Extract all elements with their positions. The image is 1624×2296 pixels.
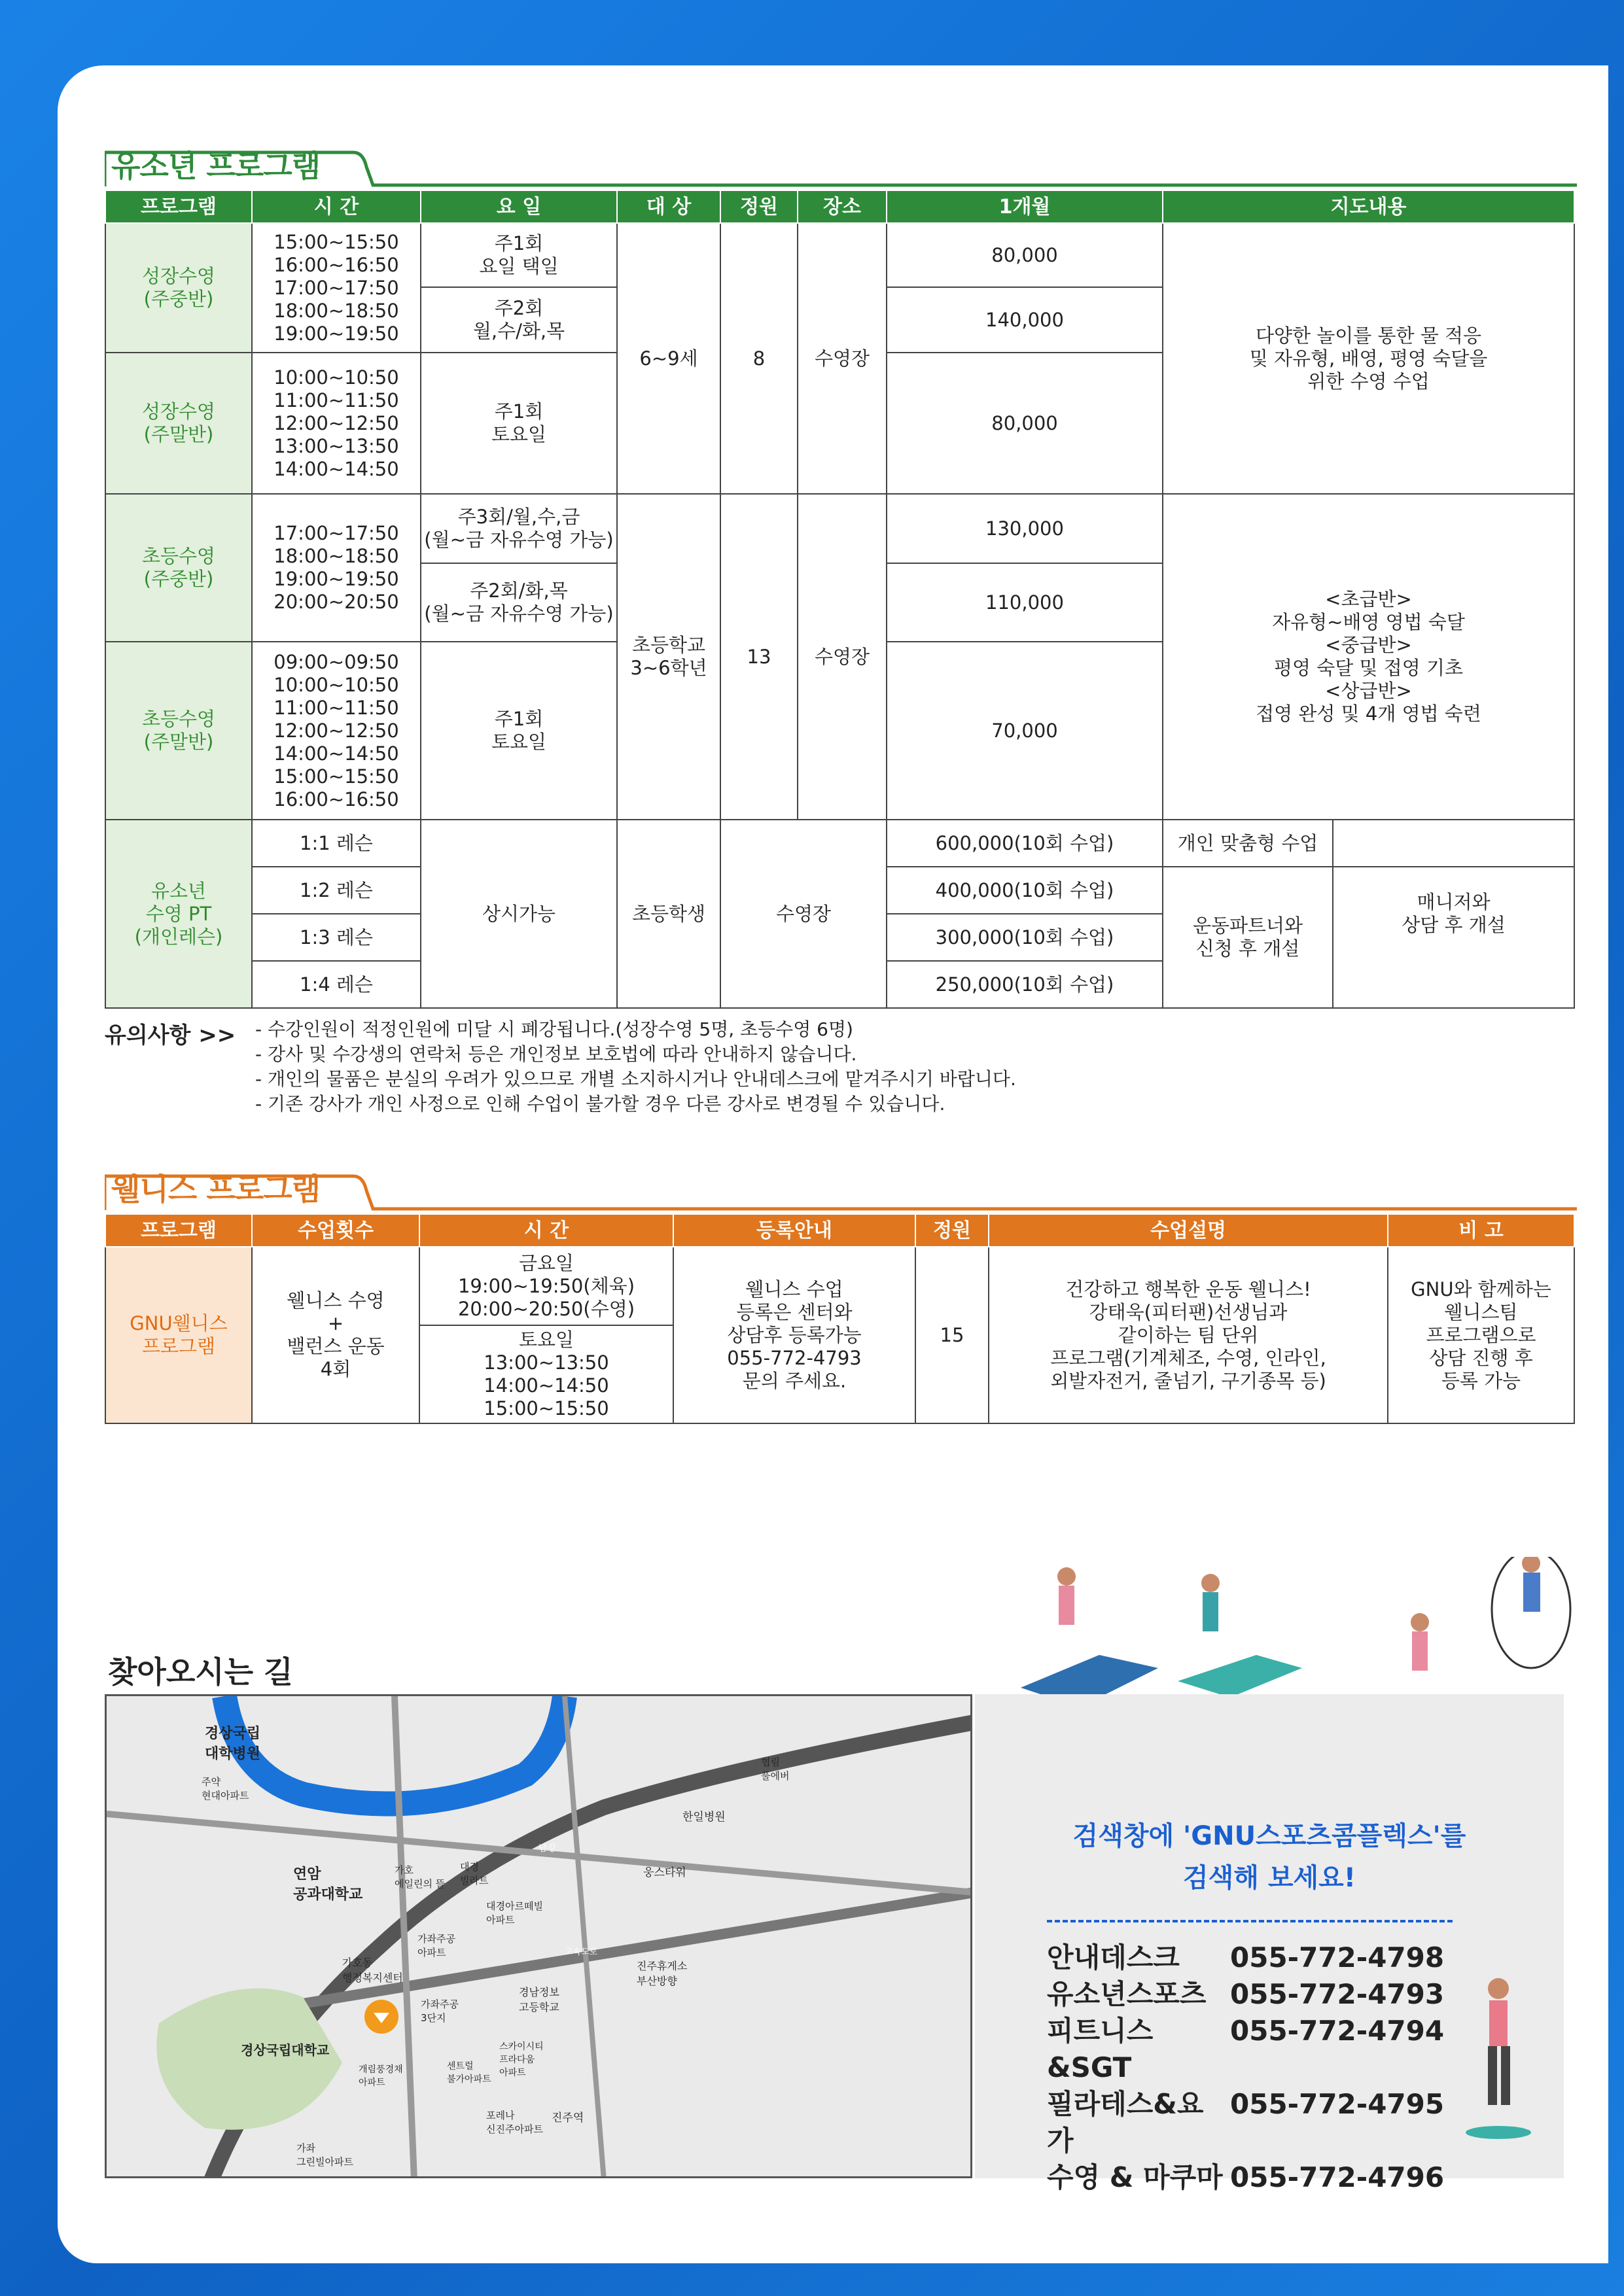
pt-lesson-4: 1:4 레슨 — [252, 961, 421, 1008]
wellness-register: 웰니스 수업 등록은 센터와 상담후 등록가능 055-772-4793 문의 주세요. — [673, 1247, 915, 1423]
elem-weekday-day1: 주3회/월,수,금 (월~금 자유수영 가능) — [421, 494, 617, 563]
contact-label: 안내데스크 — [1047, 1941, 1180, 1974]
growth-weekend-fee: 80,000 — [887, 353, 1163, 494]
contact-phone: 055-772-4793 — [1230, 1978, 1445, 2010]
contact-row — [1047, 2086, 1444, 2159]
col-time: 시 간 — [252, 190, 421, 223]
directions-title: 찾아오시는 길 — [108, 1654, 293, 1690]
growth-weekend-name: 성장수영 (주말반) — [105, 353, 252, 494]
col-fee: 1개월 — [887, 190, 1163, 223]
col-desc: 수업설명 — [989, 1214, 1388, 1247]
elem-weekend-day: 주1회 토요일 — [421, 642, 617, 820]
map-label: 웅스타워 — [643, 1866, 686, 1879]
pt-fee-3: 300,000(10회 수업) — [887, 914, 1163, 961]
note-item: - 기존 강사가 개인 사정으로 인해 수업이 불가할 경우 다른 강사로 변경될 수 있습니다. — [255, 1093, 945, 1115]
elem-target: 초등학교 3~6학년 — [617, 494, 720, 820]
wellness-title: 웰니스 프로그램 — [111, 1172, 321, 1207]
notes-list — [255, 1017, 1016, 1117]
contact-phone: 055-772-4795 — [1230, 2088, 1445, 2120]
growth-weekday-name: 성장수영 (주중반) — [105, 223, 252, 353]
growth-weekday-fee2: 140,000 — [887, 287, 1163, 353]
map-label: 진주역 — [552, 2112, 584, 2125]
col-place: 장소 — [798, 190, 887, 223]
map-label: 경상국립대학교 — [241, 2042, 330, 2058]
wellness-table — [105, 1213, 1575, 1424]
wellness-count: 웰니스 수영 + 밸런스 운동 4회 — [252, 1247, 419, 1423]
col-capacity: 정원 — [915, 1214, 989, 1247]
map-label: 연암 공과대학교 — [293, 1866, 363, 1903]
notes-title: 유의사항 >> — [105, 1022, 236, 1049]
map-label: 경남정보 고등학교 — [519, 1986, 559, 2013]
pt-name: 유소년 수영 PT (개인레슨) — [105, 820, 252, 1008]
wellness-title-frame — [105, 1171, 1577, 1217]
col-program: 프로그램 — [105, 190, 252, 223]
contact-row — [1047, 1939, 1444, 1976]
contact-label: 필라테스&요가 — [1047, 2088, 1204, 2157]
wellness-name: GNU웰니스 프로그램 — [105, 1247, 252, 1423]
pt-content-3: 매니저와 상담 후 개설 — [1402, 891, 1506, 936]
map-drawing — [107, 1696, 972, 2178]
map-label: 가호 에일린의 뜰 — [395, 1864, 446, 1890]
map-label: 센트럴 불가아파트 — [447, 2061, 491, 2085]
map-label: 대경 빌라트 — [460, 1861, 489, 1887]
contact-label: 피트니스&SGT — [1047, 2015, 1154, 2083]
map-label: 협림 풀에버 — [761, 1756, 790, 1782]
wellness-capacity: 15 — [915, 1247, 989, 1423]
contact-row — [1047, 1976, 1444, 2013]
map-label: 가좌 그린빌아파트 — [296, 2142, 353, 2168]
growth-capacity: 8 — [720, 223, 798, 494]
contact-row — [1047, 2013, 1444, 2086]
wellness-desc: 건강하고 행복한 운동 웰니스! 강태욱(피터팬)선생님과 같이하는 팀 단위 프로그램(기계체조, 수영, 인라인, 외발자전거, 줄넘기, 구기종목 등) — [989, 1247, 1388, 1423]
col-day: 요 일 — [421, 190, 617, 223]
contact-label: 수영 & 마쿠마 — [1047, 2161, 1223, 2193]
pt-content-1: 개인 맞춤형 수업 — [1163, 820, 1333, 866]
col-register: 등록안내 — [673, 1214, 915, 1247]
growth-weekend-times: 10:00~10:50 11:00~11:50 12:00~12:50 13:00~13:50 14:00~14:50 — [252, 353, 421, 494]
pt-day: 상시가능 — [421, 820, 617, 1008]
map-label: 한일병원 — [682, 1811, 726, 1824]
wellness-time-sat: 토요일 13:00~13:50 14:00~14:50 15:00~15:50 — [419, 1325, 673, 1423]
pt-fee-4: 250,000(10회 수업) — [887, 961, 1163, 1008]
wellness-time-fri: 금요일 19:00~19:50(체육) 20:00~20:50(수영) — [419, 1247, 673, 1325]
map-label: 가좌주공 3단지 — [421, 1998, 459, 2024]
col-note: 비 고 — [1388, 1214, 1574, 1247]
col-content: 지도내용 — [1163, 190, 1574, 223]
growth-weekday-fee1: 80,000 — [887, 223, 1163, 287]
map-label: 진주휴게소 부산방향 — [637, 1960, 688, 1987]
map-label: 개림풍경채 아파트 — [359, 2064, 403, 2088]
youth-title: 유소년 프로그램 — [111, 148, 321, 184]
map-label: 포레나 신진주아파트 — [486, 2110, 543, 2135]
col-count: 수업횟수 — [252, 1214, 419, 1247]
growth-weekday-times: 15:00~15:50 16:00~16:50 17:00~17:50 18:00~18:50 19:00~19:50 — [252, 223, 421, 353]
map-label: 스카이시티 프라다움 아파트 — [499, 2042, 544, 2078]
runner-illustration — [1459, 1969, 1538, 2165]
pt-target: 초등학생 — [617, 820, 720, 1008]
elem-weekday-fee1: 130,000 — [887, 494, 1163, 563]
elem-weekday-fee2: 110,000 — [887, 563, 1163, 642]
pt-fee-1: 600,000(10회 수업) — [887, 820, 1163, 867]
pt-lesson-1: 1:1 레슨 — [252, 820, 421, 867]
pt-place: 수영장 — [720, 820, 887, 1008]
growth-weekday-day2: 주2회 월,수/화,목 — [421, 287, 617, 353]
contact-row — [1047, 2159, 1444, 2196]
contact-panel — [975, 1694, 1564, 2193]
col-program: 프로그램 — [105, 1214, 252, 1247]
elem-weekday-name: 초등수영 (주중반) — [105, 494, 252, 642]
map-label: 가호동 행정복지센터 — [342, 1957, 403, 1984]
map-label: 고속도로 — [565, 1947, 598, 1957]
map-label: 주약 현대아파트 — [202, 1776, 249, 1801]
growth-target: 6~9세 — [617, 223, 720, 494]
growth-weekday-day1: 주1회 요일 택일 — [421, 223, 617, 287]
col-target: 대 상 — [617, 190, 720, 223]
note-item: - 개인의 물품은 분실의 우려가 있으므로 개별 소지하시거나 안내데스크에 맡겨주시기 바랍니다. — [255, 1068, 1016, 1090]
note-item: - 강사 및 수강생의 연락처 등은 개인정보 보호법에 따라 안내하지 않습니다. — [255, 1043, 857, 1065]
search-prompt: 검색창에 'GNU스포츠콤플렉스'를 검색해 보세요! — [1072, 1821, 1466, 1893]
growth-content: 다양한 놀이를 통한 물 적응 및 자유형, 배영, 평영 숙달을 위한 수영 수업 — [1163, 223, 1574, 494]
exercise-illustration — [1008, 1557, 1597, 1714]
elem-content: <초급반> 자유형~배영 영법 숙달 <중급반> 평영 숙달 및 접영 기초 <상급반> 접영 완성 및 4개 영법 숙련 — [1163, 494, 1574, 820]
elem-capacity: 13 — [720, 494, 798, 820]
note-item: - 수강인원이 적정인원에 미달 시 폐강됩니다.(성장수영 5명, 초등수영 6명) — [255, 1018, 853, 1040]
map-label: 남강 — [538, 1843, 557, 1854]
pt-lesson-2: 1:2 레슨 — [252, 867, 421, 914]
contact-list — [1047, 1939, 1444, 2196]
wellness-note: GNU와 함께하는 웰니스팀 프로그램으로 상담 진행 후 등록 가능 — [1388, 1247, 1574, 1423]
contact-label: 유소년스포츠 — [1047, 1978, 1207, 2010]
elem-weekday-day2: 주2회/화,목 (월~금 자유수영 가능) — [421, 563, 617, 642]
youth-title-frame — [105, 147, 1577, 193]
contact-phone: 055-772-4794 — [1230, 2015, 1445, 2047]
pt-lesson-3: 1:3 레슨 — [252, 914, 421, 961]
map-label: 대경아르떼빌 아파트 — [486, 1900, 543, 1926]
growth-weekend-day: 주1회 토요일 — [421, 353, 617, 494]
youth-table — [105, 190, 1575, 1009]
pt-content-lower — [1163, 867, 1574, 1008]
col-capacity: 정원 — [720, 190, 798, 223]
elem-weekend-times: 09:00~09:50 10:00~10:50 11:00~11:50 12:00~12:50 14:00~14:50 15:00~15:50 16:00~16:50 — [252, 642, 421, 820]
contact-phone: 055-772-4798 — [1230, 1941, 1445, 1974]
elem-weekday-times: 17:00~17:50 18:00~18:50 19:00~19:50 20:00~20:50 — [252, 494, 421, 642]
col-time: 시 간 — [419, 1214, 673, 1247]
map-label: 경상국립 대학병원 — [205, 1726, 261, 1762]
elem-place: 수영장 — [798, 494, 887, 820]
divider — [1047, 1920, 1453, 1922]
map — [105, 1694, 972, 2178]
pt-content-2: 운동파트너와 신청 후 개설 — [1163, 867, 1333, 1007]
elem-weekend-name: 초등수영 (주말반) — [105, 642, 252, 820]
contact-phone: 055-772-4796 — [1230, 2161, 1445, 2193]
pt-fee-2: 400,000(10회 수업) — [887, 867, 1163, 914]
map-label: 가좌주공 아파트 — [417, 1933, 455, 1958]
elem-weekend-fee: 70,000 — [887, 642, 1163, 820]
growth-place: 수영장 — [798, 223, 887, 494]
